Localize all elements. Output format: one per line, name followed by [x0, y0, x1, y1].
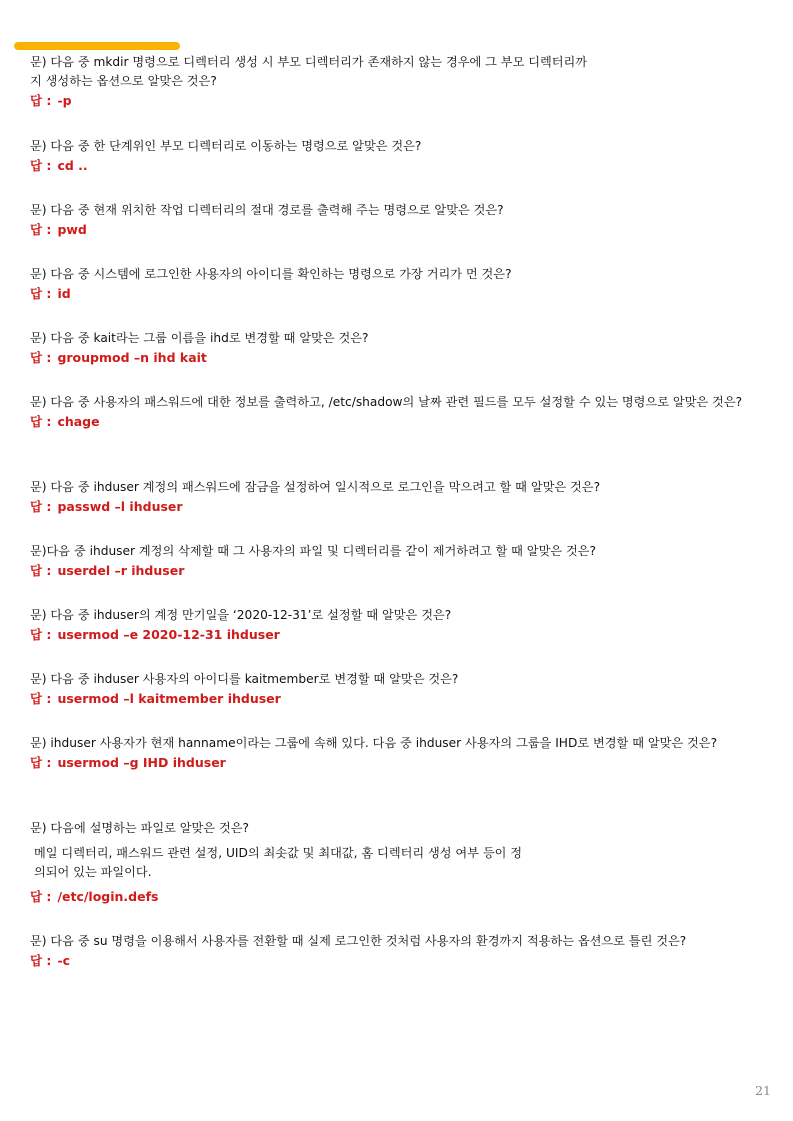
- answer-text: pwd: [57, 222, 87, 237]
- question-text: 문) 다음 중 사용자의 패스워드에 대한 정보를 출력하고, /etc/shadow의 날짜 관련 필드를 모두 설정할 수 있는 명령으로 알맞은 것은?: [30, 395, 743, 409]
- answer-line: [30, 157, 770, 175]
- question-text: 문) 다음 중 ihduser 사용자의 아이디를 kaitmember로 변경할 때 알맞은 것은?: [30, 672, 459, 686]
- qa-item: [30, 734, 770, 772]
- answer-label: 답 :: [30, 350, 52, 365]
- answer-text: usermod –g IHD ihduser: [57, 755, 226, 770]
- page-number: 21: [755, 1083, 771, 1098]
- answer-text: /etc/login.defs: [57, 889, 159, 904]
- answer-text: cd ..: [57, 158, 88, 173]
- qa-item: [30, 932, 770, 970]
- qa-item: [30, 819, 770, 906]
- qa-item: [30, 201, 770, 239]
- answer-line: [30, 413, 770, 431]
- answer-label: 답 :: [30, 953, 52, 968]
- answer-label: 답 :: [30, 755, 52, 770]
- answer-text: passwd –l ihduser: [57, 499, 183, 514]
- qa-item: [30, 478, 770, 516]
- answer-label: 답 :: [30, 563, 52, 578]
- answer-label: 답 :: [30, 691, 52, 706]
- answer-line: [30, 888, 770, 906]
- question-text: 문) 다음 중 한 단계위인 부모 디렉터리로 이동하는 명령으로 알맞은 것은?: [30, 139, 422, 153]
- answer-line: [30, 498, 770, 516]
- answer-text: -c: [57, 953, 71, 968]
- question-text: 문) 다음 중 su 명령을 이용해서 사용자를 전환할 때 실제 로그인한 것처럼 사용자의 환경까지 적용하는 옵션으로 틀린 것은?: [30, 934, 687, 948]
- answer-text: usermod –l kaitmember ihduser: [57, 691, 281, 706]
- answer-line: [30, 221, 770, 239]
- question-text: 문) 다음 중 시스템에 로그인한 사용자의 아이디를 확인하는 명령으로 가장 거리가 먼 것은?: [30, 267, 512, 281]
- question-text: 문) 다음 중 kait라는 그룹 이름을 ihd로 변경할 때 알맞은 것은?: [30, 331, 369, 345]
- qa-item: [30, 393, 770, 431]
- answer-text: groupmod –n ihd kait: [57, 350, 207, 365]
- answer-line: [30, 349, 770, 367]
- answer-label: 답 :: [30, 627, 52, 642]
- qa-item: [30, 53, 590, 110]
- qa-item: [30, 606, 770, 644]
- qa-item: [30, 670, 770, 708]
- qa-item: [30, 542, 770, 580]
- answer-text: -p: [57, 93, 72, 108]
- accent-bar: [14, 42, 180, 50]
- answer-line: [30, 92, 590, 110]
- answer-label: 답 :: [30, 158, 52, 173]
- question-text: 문)다음 중 ihduser 계정의 삭제할 때 그 사용자의 파일 및 디렉터리를 같이 제거하려고 할 때 알맞은 것은?: [30, 544, 597, 558]
- answer-line: [30, 285, 770, 303]
- question-text: 문) 다음 중 ihduser 계정의 패스워드에 잠금을 설정하여 일시적으로 로그인을 막으려고 할 때 알맞은 것은?: [30, 480, 601, 494]
- answer-text: id: [57, 286, 71, 301]
- qa-item: [30, 137, 770, 175]
- qa-item: [30, 265, 770, 303]
- answer-label: 답 :: [30, 889, 52, 904]
- question-text: 문) 다음 중 현재 위치한 작업 디렉터리의 절대 경로를 출력해 주는 명령으로 알맞은 것은?: [30, 203, 504, 217]
- answer-line: [30, 690, 770, 708]
- answer-label: 답 :: [30, 286, 52, 301]
- question-description: 메일 디렉터리, 패스워드 관련 설정, UID의 최솟값 및 최대값, 홈 디렉터리 생성 여부 등이 정의되어 있는 파일이다.: [34, 846, 523, 879]
- question-text: 문) 다음 중 ihduser의 계정 만기일을 ‘2020-12-31’로 설정할 때 알맞은 것은?: [30, 608, 452, 622]
- answer-text: usermod –e 2020-12-31 ihduser: [57, 627, 280, 642]
- question-text: 문) 다음 중 mkdir 명령으로 디렉터리 생성 시 부모 디렉터리가 존재하지 않는 경우에 그 부모 디렉터리까지 생성하는 옵션으로 알맞은 것은?: [30, 55, 588, 88]
- answer-label: 답 :: [30, 93, 52, 108]
- answer-text: chage: [57, 414, 100, 429]
- answer-line: [30, 562, 770, 580]
- answer-label: 답 :: [30, 414, 52, 429]
- answer-text: userdel –r ihduser: [57, 563, 185, 578]
- answer-line: [30, 952, 770, 970]
- answer-line: [30, 754, 770, 772]
- question-text: 문) 다음에 설명하는 파일로 알맞은 것은?: [30, 821, 249, 835]
- answer-label: 답 :: [30, 222, 52, 237]
- question-text: 문) ihduser 사용자가 현재 hanname이라는 그룹에 속해 있다. 다음 중 ihduser 사용자의 그룹을 IHD로 변경할 때 알맞은 것은?: [30, 736, 718, 750]
- answer-line: [30, 626, 770, 644]
- answer-label: 답 :: [30, 499, 52, 514]
- qa-item: [30, 329, 770, 367]
